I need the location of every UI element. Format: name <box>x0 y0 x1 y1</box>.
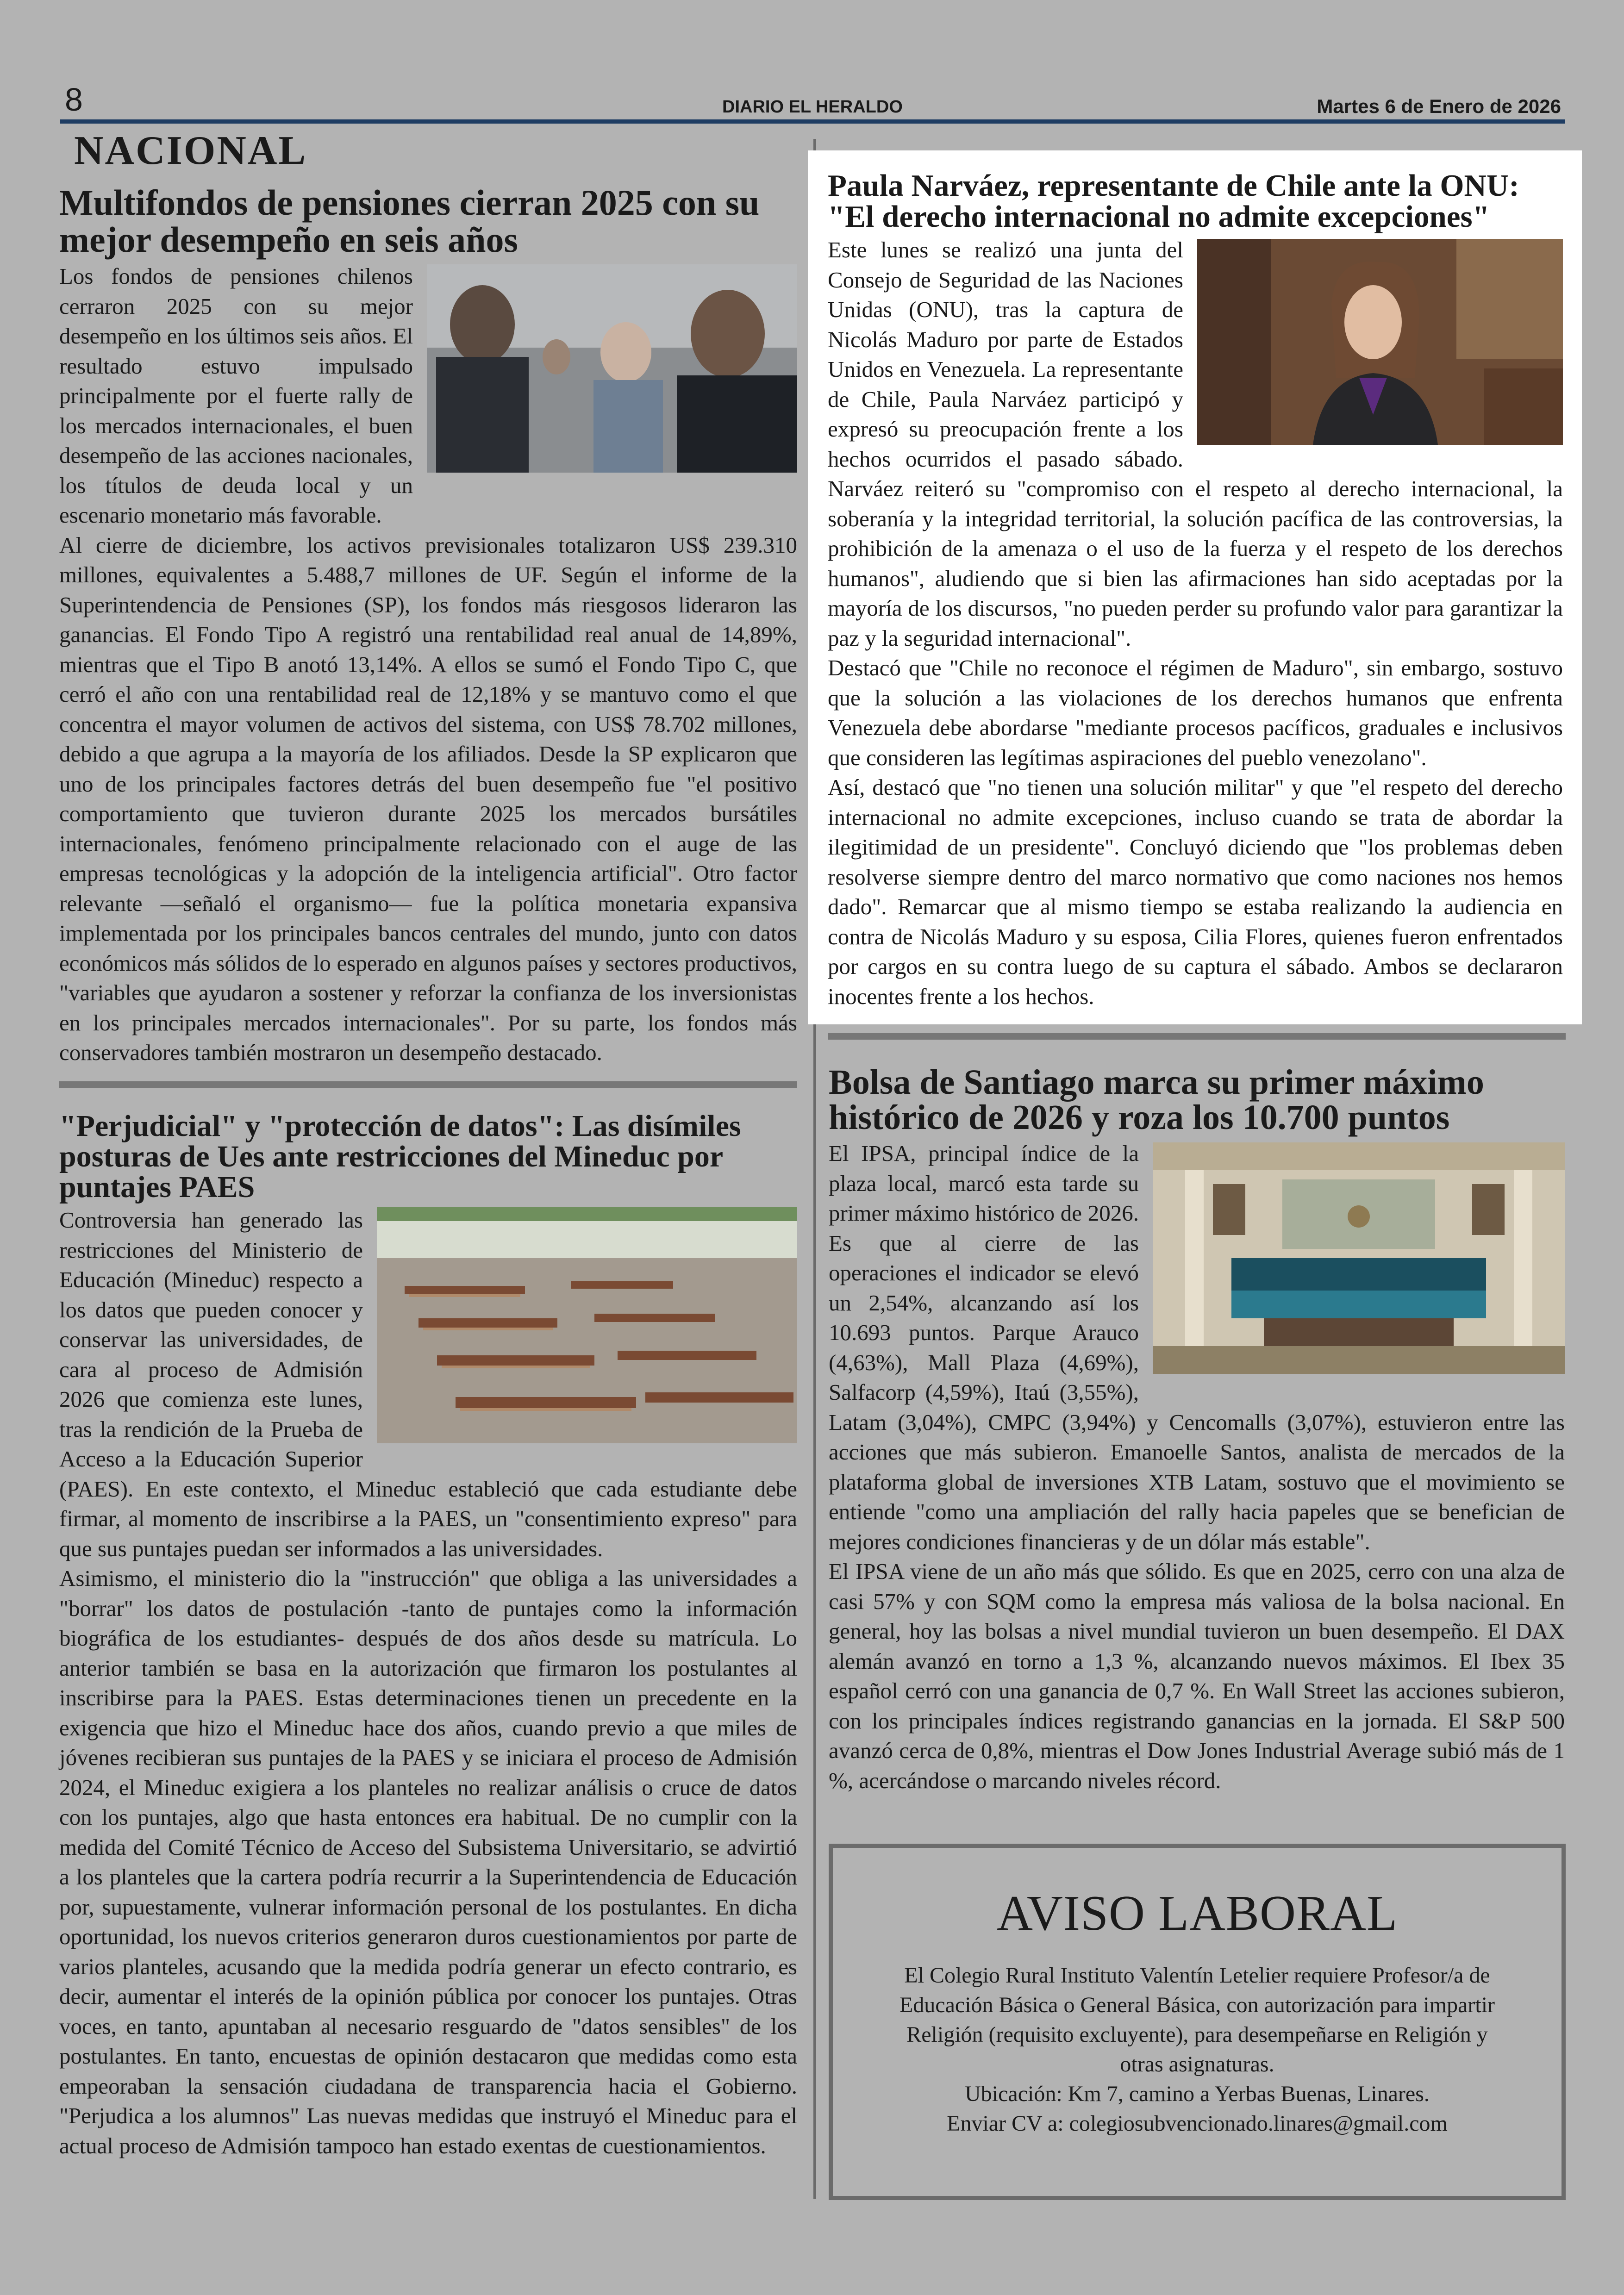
article-title: Multifondos de pensiones cierran 2025 con su mejor desempeño en seis años <box>59 182 760 260</box>
paragraph: Al cierre de diciembre, los activos previsionales totalizaron US$ 239.310 millones, equivalentes a 5.488,7 millones de UF. Según el informe de la Superintendencia de Pensiones (SP), los fondos más riesgosos lideraron las ganancias. El Fondo Tipo A registró una rentabilidad real anual de 14,89%, mientras que el Tipo B anotó 13,14%. A ellos se sumó el Fondo Tipo C, que cerró el año con una rentabilidad real de 12,18% y se mantuvo como el que concentra el mayor volumen de activos del sistema, con US$ 78.702 millones, debido a que agrupa a la mayoría de los afiliados. Desde la SP explicaron que uno de los principales factores detrás del buen desempeño fue "el positivo comportamiento que tuvieron durante 2025 los mercados bursátiles internacionales, fenómeno principalmente relacionado con el auge de las empresas tecnológicas y la adopción de la inteligencia artificial". Otro factor relevante —señaló el organismo— fue la política monetaria expansiva implementada por los principales bancos centrales del mundo, junto con datos económicos más sólidos de lo esperado en algunos países y sectores productivos, "variables que ayudaron a sostener y reforzar la confianza de los inversionistas en los principales mercados internacionales". Por su parte, los fondos más conservadores también mostraron un desempeño destacado. <box>59 532 797 1066</box>
article-bolsa-santiago <box>829 1065 1565 1796</box>
section-title: NACIONAL <box>74 128 307 173</box>
header-rule <box>60 119 1565 124</box>
paragraph: Controversia han generado las restricciones del Ministerio de Educación (Mineduc) respecto a los datos que pueden conocer y conservar las universidades, de cara al proceso de Admisión 2026 que comienza este lunes, tras la rendición de la Prueba de Acceso a la Educación Superior (PAES). En este contexto, el Mineduc estableció que cada estudiante debe firmar, al momento de inscribirse a la PAES, un "consentimiento expreso" para que sus puntajes puedan ser informados a las universidades. <box>59 1207 797 1561</box>
paragraph: Los fondos de pensiones chilenos cerraron 2025 con su mejor desempeño en los últimos seis años. El resultado estuvo impulsado principalmente por el fuerte rally de los mercados internacionales, el buen desempeño de las acciones nacionales, los títulos de deuda local y un escenario monetario más favorable. <box>59 263 413 528</box>
issue-date: Martes 6 de Enero de 2026 <box>1317 95 1561 117</box>
stock-exchange-hall-photo <box>1153 1142 1565 1374</box>
notice-location: Ubicación: Km 7, camino a Yerbas Buenas, Linares. <box>965 2082 1430 2106</box>
paragraph: El IPSA viene de un año más que sólido. Es que en 2025, cerro con una alza de casi 57% y con SQM como la empresa más valiosa de la bolsa nacional. En general, hoy las bolsas a nivel mundial tuvieron un buen desempeño. El DAX alemán avanzó en torno a 1,3 %, alcanzando nuevos máximos. El Ibex 35 español cerró con una ganancia de 0,7 %. En Wall Street las acciones subieron, con los principales índices registrando ganancias en la jornada. El S&P 500 avanzó cerca de 0,8%, mientras el Dow Jones Industrial Average subió más de 1 %, acercándose o marcando niveles récord. <box>829 1559 1565 1793</box>
page-number: 8 <box>65 81 83 118</box>
article-mineduc-paes <box>59 1111 797 2161</box>
article-narvaez-onu <box>828 170 1563 1011</box>
pension-crowd-photo <box>427 264 797 473</box>
notice-text: El Colegio Rural Instituto Valentín Letelier requiere Profesor/a de Educación Básica o General Básica, con autorización para impartir Religión (requisito excluyente), para desempeñarse en Religión y otras asignaturas. <box>899 1963 1495 2077</box>
paragraph: Este lunes se realizó una junta del Consejo de Seguridad de las Naciones Unidas (ONU), tras la captura de Nicolás Maduro por parte de Estados Unidos en Venezuela. La representante de Chile, Paula Narváez participó y expresó su preocupación frente a los hechos ocurridos el pasado sábado. Narváez reiteró su "compromiso con el respeto al derecho internacional, la soberanía y la integridad territorial, la solución pacífica de las controversias, la prohibición de la amenaza o el uso de la fuerza y el respeto de los derechos humanos", aludiendo que si bien las afirmaciones han sido aceptadas por la mayoría de los discursos, "no pueden perder su profundo valor para garantizar la paz y la seguridad internacional". <box>828 237 1563 651</box>
notice-contact-email[interactable]: Enviar CV a: colegiosubvencionado.linares@gmail.com <box>947 2111 1448 2136</box>
newspaper-name: DIARIO EL HERALDO <box>722 97 903 117</box>
job-notice-box <box>829 1844 1566 2200</box>
article-separator <box>59 1081 797 1088</box>
article-separator <box>828 1033 1566 1040</box>
paragraph: Destacó que "Chile no reconoce el régimen de Maduro", sin embargo, sostuvo que la solución a las violaciones de los derechos humanos que enfrenta Venezuela debe abordarse "mediante procesos pacíficos, graduales e inclusivos que consideren las legítimas aspiraciones del pueblo venezolano". <box>828 655 1563 770</box>
notice-title: AVISO LABORAL <box>996 1886 1398 1941</box>
empty-classroom-photo <box>377 1207 797 1443</box>
paragraph: El IPSA, principal índice de la plaza local, marcó esta tarde su primer máximo histórico de 2026. Es que al cierre de las operaciones el indicador se elevó un 2,54%, alcanzando así los 10.693 puntos. Parque Arauco (4,63%), Mall Plaza (4,69%), Salfacorp (4,59%), Itaú (3,55%), Latam (3,04%), CMPC (3,94%) y Cencomalls (3,07%), estuvieron entre las acciones que más subieron. Emanoelle Santos, analista de mercados de la plataforma global de inversiones XTB Latam, sostuvo que el movimiento se entiende "como una ampliación del rally hacia papeles que se benefician de mejores condiciones financieras y de un dólar más estable". <box>829 1141 1565 1554</box>
narvaez-portrait-photo <box>1197 239 1563 445</box>
article-title: "Perjudicial" y "protección de datos": Las disímiles posturas de Ues ante restricciones del Mineduc por puntajes PAES <box>59 1109 741 1204</box>
article-title: Bolsa de Santiago marca su primer máximo histórico de 2026 y roza los 10.700 puntos <box>829 1063 1484 1137</box>
article-title: Paula Narváez, representante de Chile ante la ONU: "El derecho internacional no admite excepciones" <box>828 168 1519 234</box>
article-pension-funds <box>59 184 797 1068</box>
paragraph: Así, destacó que "no tienen una solución militar" y que "el respeto del derecho internacional no admite excepciones, incluso cuando se trata de abordar la ilegitimidad de un presidente". Concluyó diciendo que "los problemas deben resolverse siempre dentro del marco normativo que como naciones nos hemos dado". Remarcar que al mismo tiempo se estaba realizando la audiencia en contra de Nicolás Maduro y su esposa, Cilia Flores, quienes fueron enfrentados por cargos en su contra luego de su captura el sábado. Ambos se declararon inocentes frente a los hechos. <box>828 774 1563 1009</box>
paragraph: Asimismo, el ministerio dio la "instrucción" que obliga a las universidades a "borrar" los datos de postulación -tanto de puntajes como la información biográfica de los estudiantes- después de dos años desde su matrícula. Lo anterior también se basa en la autorización que firmaron los postulantes al inscribirse para la PAES. Estas determinaciones tienen un precedente en la exigencia que hizo el Mineduc hace dos años, cuando previo a que miles de jóvenes recibieran sus puntajes de la PAES y se iniciara el proceso de Admisión 2024, el Mineduc exigiera a los planteles no realizar análisis o cruce de datos con los puntajes, algo que hasta entonces era habitual. De no cumplir con la medida del Comité Técnico de Acceso del Subsistema Universitario, se advirtió a los planteles que la cartera podría recurrir a la Superintendencia de Educación por, supuestamente, vulnerar información personal de los postulantes. En dicha oportunidad, los nuevos criterios generaron duros cuestionamientos por parte de varios planteles, acusando que la medida podría generar un efecto contrario, es decir, aumentar el interés de la opinión pública por conocer los puntajes. Otras voces, en tanto, apuntaban al necesario resguardo de "datos sensibles" de los postulantes. En tanto, encuestas de opinión destacaron que medidas como esta empeoraban la sensación ciudadana de transparencia hacia el Gobierno. "Perjudica a los alumnos" Las nuevas medidas que instruyó el Mineduc para el actual proceso de Admisión tampoco han estado exentas de cuestionamientos. <box>59 1565 797 2158</box>
